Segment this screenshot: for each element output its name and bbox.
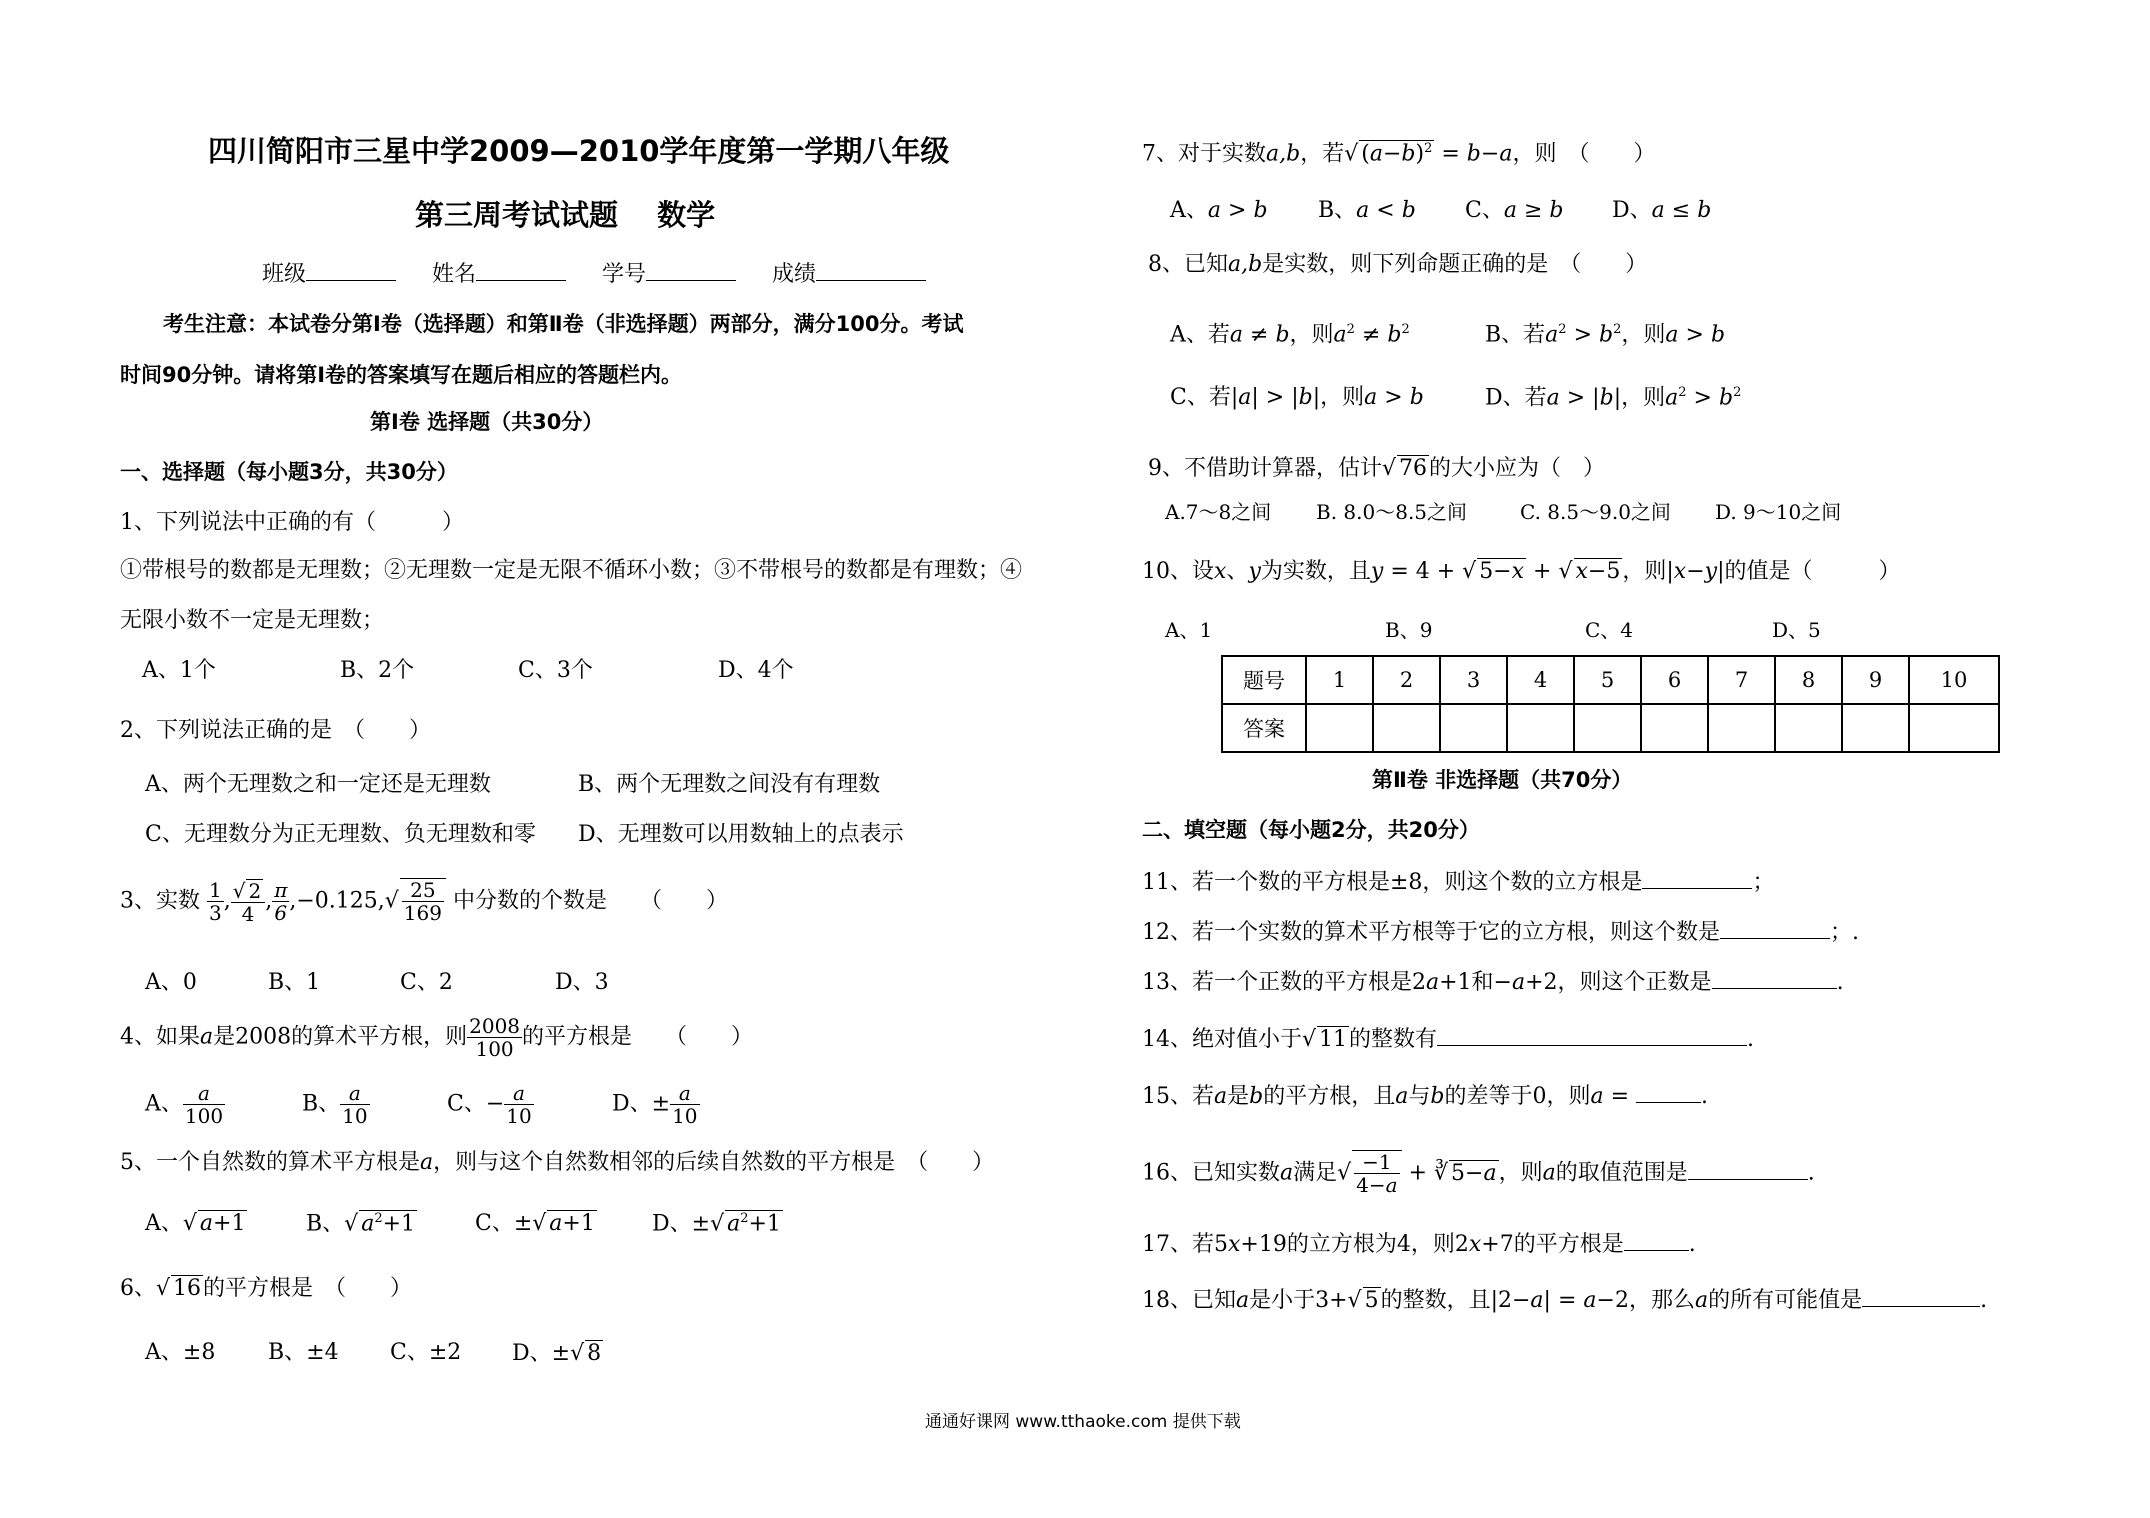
q7-option-d[interactable]: D、a ≤ b <box>1612 198 1712 223</box>
field-id-label: 学号 <box>602 262 647 287</box>
q8-option-b[interactable]: B、若$a^2 > b^2$，则a > b <box>1485 322 1726 348</box>
q11: 11、若一个数的平方根是±8，则这个数的立方根是 ； <box>1142 870 1775 895</box>
field-class-label: 班级 <box>262 262 307 287</box>
q2-option-a[interactable]: A、两个无理数之和一定还是无理数 <box>145 772 491 797</box>
q2-option-d[interactable]: D、无理数可以用数轴上的点表示 <box>578 822 904 847</box>
field-class-blank[interactable] <box>306 260 396 281</box>
answer-table-cell: 9 <box>1842 656 1909 704</box>
q12: 12、若一个实数的算术平方根等于它的立方根，则这个数是 ；. <box>1142 920 1859 945</box>
q1-option-b[interactable]: B、2个 <box>340 658 415 683</box>
q14: 14、绝对值小于√ 11的整数有 . <box>1142 1027 1755 1052</box>
answer-input-9[interactable] <box>1842 704 1909 752</box>
answer-input-7[interactable] <box>1708 704 1775 752</box>
field-name-label: 姓名 <box>432 262 477 287</box>
notice-line1: 考生注意：本试卷分第Ⅰ卷（选择题）和第Ⅱ卷（非选择题）两部分，满分100分。考试 <box>163 312 964 336</box>
q3-frac-pi-6: $\frac{\pi}{6}$ <box>274 878 288 925</box>
q3-sqrt-25-169: $\frac{25}{169}$ <box>400 878 446 924</box>
q7-option-b[interactable]: B、a < b <box>1318 198 1416 223</box>
section2-heading: 二、填空题（每小题2分，共20分） <box>1142 818 1480 842</box>
q3-frac-1-3: $\frac{1}{3}$ <box>209 878 222 925</box>
student-info-fields <box>262 260 926 288</box>
answer-table-row-label: 答案 <box>1222 704 1306 752</box>
q6-option-a[interactable]: A、±8 <box>145 1340 216 1365</box>
q9-option-c[interactable]: C. 8.5～9.0之间 <box>1520 500 1671 524</box>
q2-option-c[interactable]: C、无理数分为正无理数、负无理数和零 <box>145 822 536 847</box>
q1-option-a[interactable]: A、1个 <box>142 658 216 683</box>
answer-table-cell: 7 <box>1708 656 1775 704</box>
exam-title-line2: 第三周考试试题 数学 <box>415 198 716 232</box>
q2-stem: 2、下列说法正确的是 （ ） <box>120 718 431 743</box>
q9-option-b[interactable]: B. 8.0～8.5之间 <box>1316 500 1468 524</box>
q1-option-c[interactable]: C、3个 <box>518 658 593 683</box>
q4-stem: 4、如果a是2008的算术平方根，则 $\frac{2008}{100}$ 的平方根是 （ ） <box>120 1014 754 1061</box>
answer-table-cell: 5 <box>1574 656 1641 704</box>
q6-stem: 6、√ 16的平方根是 （ ） <box>120 1276 413 1301</box>
q1-body-line2: 无限小数不一定是无理数； <box>120 608 385 633</box>
q7-option-c[interactable]: C、a ≥ b <box>1465 198 1564 223</box>
q3-option-b[interactable]: B、1 <box>268 970 321 995</box>
field-score-label: 成绩 <box>772 262 817 287</box>
q5-option-c[interactable]: C、±√ a+1 <box>475 1211 595 1236</box>
q4-option-d[interactable]: D、± $\frac{a}{10}$ <box>612 1081 698 1128</box>
q17-blank[interactable] <box>1624 1230 1689 1251</box>
q3-option-c[interactable]: C、2 <box>400 970 453 995</box>
answer-input-2[interactable] <box>1373 704 1440 752</box>
q2-option-b[interactable]: B、两个无理数之间没有有理数 <box>578 772 881 797</box>
answer-table-answer-row <box>1222 704 1999 752</box>
q4-option-a[interactable]: A、 $\frac{a}{100}$ <box>145 1081 224 1128</box>
q3-suffix: 中分数的个数是 （ ） <box>452 888 728 914</box>
q6-option-b[interactable]: B、±4 <box>268 1340 339 1365</box>
answer-input-1[interactable] <box>1306 704 1373 752</box>
q10-option-a[interactable]: A、1 <box>1165 618 1213 642</box>
answer-input-5[interactable] <box>1574 704 1641 752</box>
q1-stem: 1、下列说法中正确的有（ ） <box>120 510 464 535</box>
answer-table <box>1221 655 2000 753</box>
q12-blank[interactable] <box>1720 918 1830 939</box>
q4-option-b[interactable]: B、 $\frac{a}{10}$ <box>302 1081 368 1128</box>
q4-option-c[interactable]: C、− $\frac{a}{10}$ <box>447 1081 532 1128</box>
answer-input-8[interactable] <box>1775 704 1842 752</box>
q10-option-d[interactable]: D、5 <box>1772 618 1821 642</box>
q3-stem: 3、实数 $\frac{1}{3}$ , $\frac{√ 2}{4}$ , $\frac{\pi}{6}$ ,−0.125,√ $\frac{25}{169}$ 中分数的个数是 （ ） <box>120 878 728 926</box>
q8-stem: 8、已知a,b是实数，则下列命题正确的是 （ ） <box>1148 252 1648 277</box>
answer-table-row-label: 题号 <box>1222 656 1306 704</box>
q10-option-b[interactable]: B、9 <box>1385 618 1433 642</box>
answer-table-cell: 6 <box>1641 656 1708 704</box>
q11-blank[interactable] <box>1642 868 1752 889</box>
answer-table-cell: 2 <box>1373 656 1440 704</box>
q14-blank[interactable] <box>1437 1025 1747 1046</box>
q9-stem: 9、不借助计算器，估计√ 76的大小应为（ ） <box>1148 456 1606 481</box>
section1-heading: 一、选择题（每小题3分，共30分） <box>120 460 458 484</box>
q5-option-a[interactable]: A、√ a+1 <box>145 1211 246 1236</box>
q3-option-a[interactable]: A、0 <box>145 970 197 995</box>
q13-blank[interactable] <box>1712 968 1837 989</box>
q6-option-d[interactable]: D、±√ 8 <box>512 1341 602 1366</box>
q13: 13、若一个正数的平方根是2a+1和−a+2，则这个正数是 . <box>1142 970 1844 995</box>
field-name-blank[interactable] <box>476 260 566 281</box>
q9-option-a[interactable]: A.7～8之间 <box>1165 500 1272 524</box>
answer-table-cell: 10 <box>1909 656 1999 704</box>
exam-title-line1: 四川简阳市三星中学2009—2010学年度第一学期八年级 <box>208 134 950 168</box>
field-score-blank[interactable] <box>816 260 926 281</box>
answer-input-4[interactable] <box>1507 704 1574 752</box>
answer-input-3[interactable] <box>1440 704 1507 752</box>
q15: 15、若a是b的平方根，且a与b的差等于0，则a = . <box>1142 1084 1709 1109</box>
q8-option-d[interactable]: D、若a > |b|，则$a^2 > b^2$ <box>1485 385 1742 411</box>
q1-body-line1: ①带根号的数都是无理数；②无理数一定是无限不循环小数；③不带根号的数都是有理数；④ <box>120 558 1023 583</box>
q3-prefix: 3、实数 <box>120 888 200 914</box>
part2-title: 第Ⅱ卷 非选择题（共70分） <box>1372 768 1633 792</box>
q18-blank[interactable] <box>1862 1286 1980 1307</box>
answer-input-6[interactable] <box>1641 704 1708 752</box>
q16-blank[interactable] <box>1688 1159 1808 1180</box>
q4-suffix: 的平方根是 （ ） <box>522 1024 754 1050</box>
footer-source: 通通好课网 www.tthaoke.com 提供下载 <box>925 1412 1241 1432</box>
answer-input-10[interactable] <box>1909 704 1999 752</box>
answer-table-number-row <box>1222 656 1999 704</box>
q3-frac-sqrt2-4: $\frac{√ 2}{4}$ <box>231 879 265 925</box>
q4-prefix: 4、如果 <box>120 1024 200 1050</box>
q9-option-d[interactable]: D. 9～10之间 <box>1715 500 1842 524</box>
q10-stem: 10、设x、y为实数，且y = 4 + √ 5−x + √ x−5，则|x−y|的值是（ ） <box>1142 559 1901 584</box>
answer-table-cell: 8 <box>1775 656 1842 704</box>
answer-table-cell: 1 <box>1306 656 1373 704</box>
q5-option-b[interactable]: B、√ $a^2+1$ <box>306 1211 416 1237</box>
q8-option-c[interactable]: C、若|a| > |b|，则a > b <box>1170 385 1424 410</box>
q5-option-d[interactable]: D、±√ $a^2+1$ <box>652 1211 781 1237</box>
q16: 16、已知实数a满足√ $\frac{-1}{4-a}$ + ∛ 5−a，则a的取值范围是 . <box>1142 1150 1815 1197</box>
q4-mid: 是2008的算术平方根，则 <box>213 1024 468 1050</box>
q17: 17、若5x+19的立方根为4，则2x+7的平方根是 . <box>1142 1232 1696 1257</box>
q1-option-d[interactable]: D、4个 <box>718 658 794 683</box>
q5-stem: 5、一个自然数的算术平方根是a，则与这个自然数相邻的后续自然数的平方根是 （ ） <box>120 1150 995 1175</box>
q7-option-a[interactable]: A、a > b <box>1170 198 1268 223</box>
q7-stem: 7、对于实数a,b，若√ $(a-b)^2 = b-a$，则 （ ） <box>1142 141 1656 167</box>
q10-option-c[interactable]: C、4 <box>1585 618 1634 642</box>
q8-option-a[interactable]: A、若a ≠ b，则$a^2 \ne b^2$ <box>1170 322 1410 348</box>
q6-option-c[interactable]: C、±2 <box>390 1340 462 1365</box>
answer-table-cell: 4 <box>1507 656 1574 704</box>
q18: 18、已知a是小于3+√ 5的整数，且|2−a| = a−2，那么a的所有可能值是 . <box>1142 1288 1988 1313</box>
answer-table-cell: 3 <box>1440 656 1507 704</box>
q3-option-d[interactable]: D、3 <box>555 970 609 995</box>
part1-title: 第Ⅰ卷 选择题（共30分） <box>370 410 604 434</box>
q15-blank[interactable] <box>1636 1082 1701 1103</box>
q4-frac-2008-100: $\frac{2008}{100}$ <box>469 1014 521 1061</box>
notice-line2: 时间90分钟。请将第Ⅰ卷的答案填写在题后相应的答题栏内。 <box>120 363 683 387</box>
field-id-blank[interactable] <box>646 260 736 281</box>
